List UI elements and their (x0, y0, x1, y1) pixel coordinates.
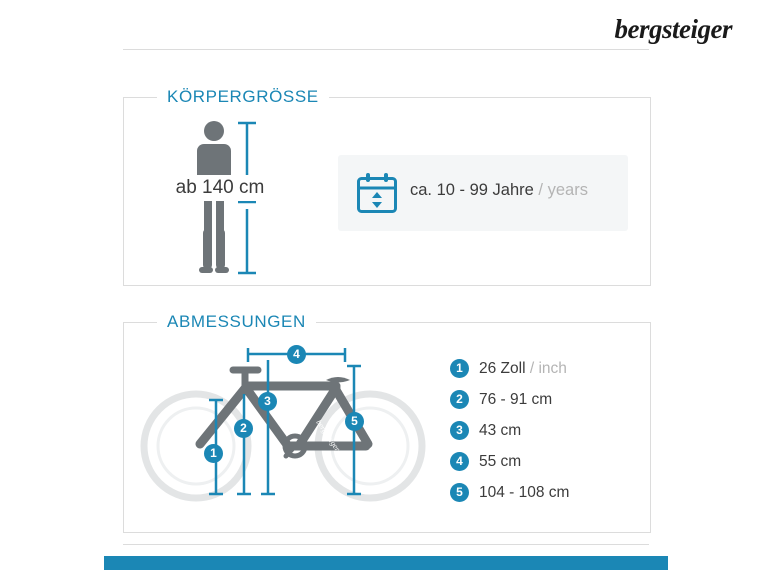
callout-badge-4: 4 (287, 345, 306, 364)
height-label: ab 140 cm (150, 175, 290, 201)
legend-text-1 (479, 360, 567, 378)
footer-accent-bar (104, 556, 668, 570)
legend-badge-1: 1 (450, 359, 469, 378)
legend-badge-3: 3 (450, 421, 469, 440)
legend-text-4 (479, 453, 521, 471)
legend-item (450, 477, 640, 508)
legend-text-2 (479, 391, 552, 409)
legend-item (450, 415, 640, 446)
age-range-box (338, 155, 628, 231)
legend-item (450, 384, 640, 415)
body-size-title: KÖRPERGRÖSSE (157, 87, 329, 107)
callout-badge-5: 5 (345, 412, 364, 431)
callout-badge-3: 3 (258, 392, 277, 411)
dimensions-legend (450, 353, 640, 508)
age-range-primary: ca. 10 - 99 Jahre (410, 181, 534, 199)
legend-item (450, 446, 640, 477)
callout-badge-2: 2 (234, 419, 253, 438)
age-range-secondary: / years (538, 181, 588, 199)
legend-primary-1: 26 Zoll (479, 359, 526, 377)
legend-primary-4: 55 cm (479, 452, 522, 470)
legend-primary-5: 104 - 108 cm (479, 483, 570, 501)
dimensions-title: ABMESSUNGEN (157, 312, 316, 332)
calendar-icon (356, 172, 398, 214)
footer-divider (123, 544, 649, 545)
svg-text:bergsteiger: bergsteiger (314, 418, 343, 454)
legend-text-5 (479, 484, 569, 502)
legend-primary-3: 43 cm (479, 421, 522, 439)
age-range-text (410, 181, 588, 200)
legend-secondary-1: / inch (529, 359, 567, 377)
legend-text-3 (479, 422, 521, 440)
legend-badge-5: 5 (450, 483, 469, 502)
legend-badge-2: 2 (450, 390, 469, 409)
bicycle-diagram (140, 338, 430, 518)
legend-item (450, 353, 640, 384)
callout-badge-1: 1 (204, 444, 223, 463)
legend-primary-2: 76 - 91 cm (479, 390, 553, 408)
brand-logo: bergsteiger (614, 14, 732, 44)
legend-badge-4: 4 (450, 452, 469, 471)
header-divider (123, 49, 649, 50)
